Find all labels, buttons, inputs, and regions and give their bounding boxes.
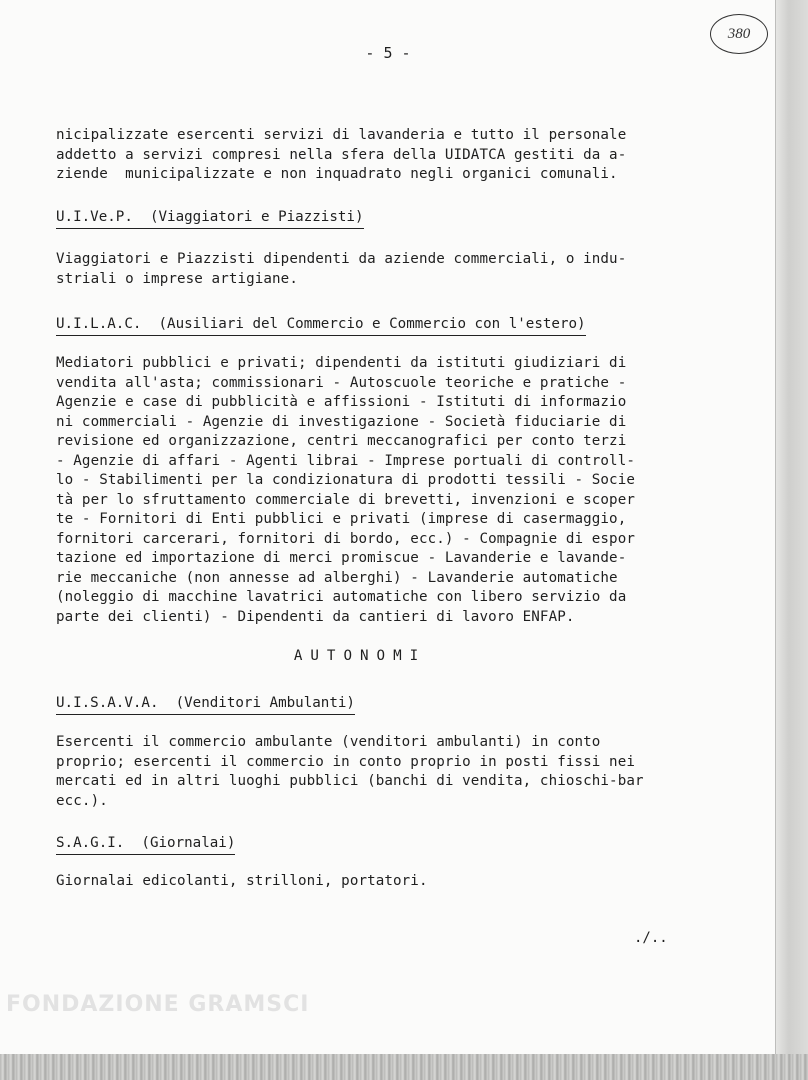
section-body-uisava: Esercenti il commercio ambulante (venditori ambulanti) in conto proprio; esercenti il commercio in conto proprio in posti fissi nei mercati ed in altri luoghi pubblici (banchi di vendita, chioschi-bar ecc.). bbox=[56, 734, 644, 809]
section-heading-uilac: U.I.L.A.C. (Ausiliari del Commercio e Commercio con l'estero) bbox=[56, 315, 586, 336]
scan-edge-bottom bbox=[0, 1054, 808, 1080]
scan-edge-right bbox=[775, 0, 808, 1080]
section-body-sagi: Giornalai edicolanti, strilloni, portatori. bbox=[56, 873, 428, 889]
section-title-autonomi: AUTONOMI bbox=[293, 648, 427, 664]
archive-watermark: FONDAZIONE GRAMSCI bbox=[6, 992, 310, 1017]
section-body-uilac: Mediatori pubblici e privati; dipendenti da istituti giudiziari di vendita all'asta; commissionari - Autoscuole teoriche e pratiche - Agenzie e case di pubblicità e affissioni - Istituti di informazio ni commerciali - Agenzie di investigazione - Società fiduciarie di revisione ed organizzazione, centri meccanografici per conto terzi - Agenzie di affari - Agenti librai - Imprese portuali di controll- lo - Stabilimenti per la condizionatura di prodotti tessili - Socie tà per lo sfruttamento commerciale di brevetti, invenzioni e scoper te - Fornitori di Enti pubblici e privati (imprese di casermaggio, fornitori carcerari, fornitori di bordo, ecc.) - Compagnie di espor tazione ed importazione di merci promiscue - Lavanderie e lavande- rie meccaniche (non annesse ad alberghi) - Lavanderie automatiche (noleggio di macchine lavatrici automatiche con libero servizio da parte dei clienti) - Dipendenti da cantieri di lavoro ENFAP. bbox=[56, 355, 635, 625]
continuation-mark: ./.. bbox=[634, 930, 668, 946]
section-body-uivep: Viaggiatori e Piazzisti dipendenti da aziende commerciali, o indu- striali o imprese artigiane. bbox=[56, 251, 627, 287]
section-heading-uivep: U.I.Ve.P. (Viaggiatori e Piazzisti) bbox=[56, 208, 364, 229]
intro-paragraph: nicipalizzate esercenti servizi di lavanderia e tutto il personale addetto a servizi compresi nella sfera della UIDATCA gestiti da a- ziende municipalizzate e non inquadrato negli organici comunali. bbox=[56, 127, 627, 182]
archive-number-stamp: 380 bbox=[710, 14, 768, 54]
section-heading-sagi: S.A.G.I. (Giornalai) bbox=[56, 834, 235, 855]
page-number: - 5 - bbox=[365, 44, 411, 62]
section-heading-uisava: U.I.S.A.V.A. (Venditori Ambulanti) bbox=[56, 694, 355, 715]
